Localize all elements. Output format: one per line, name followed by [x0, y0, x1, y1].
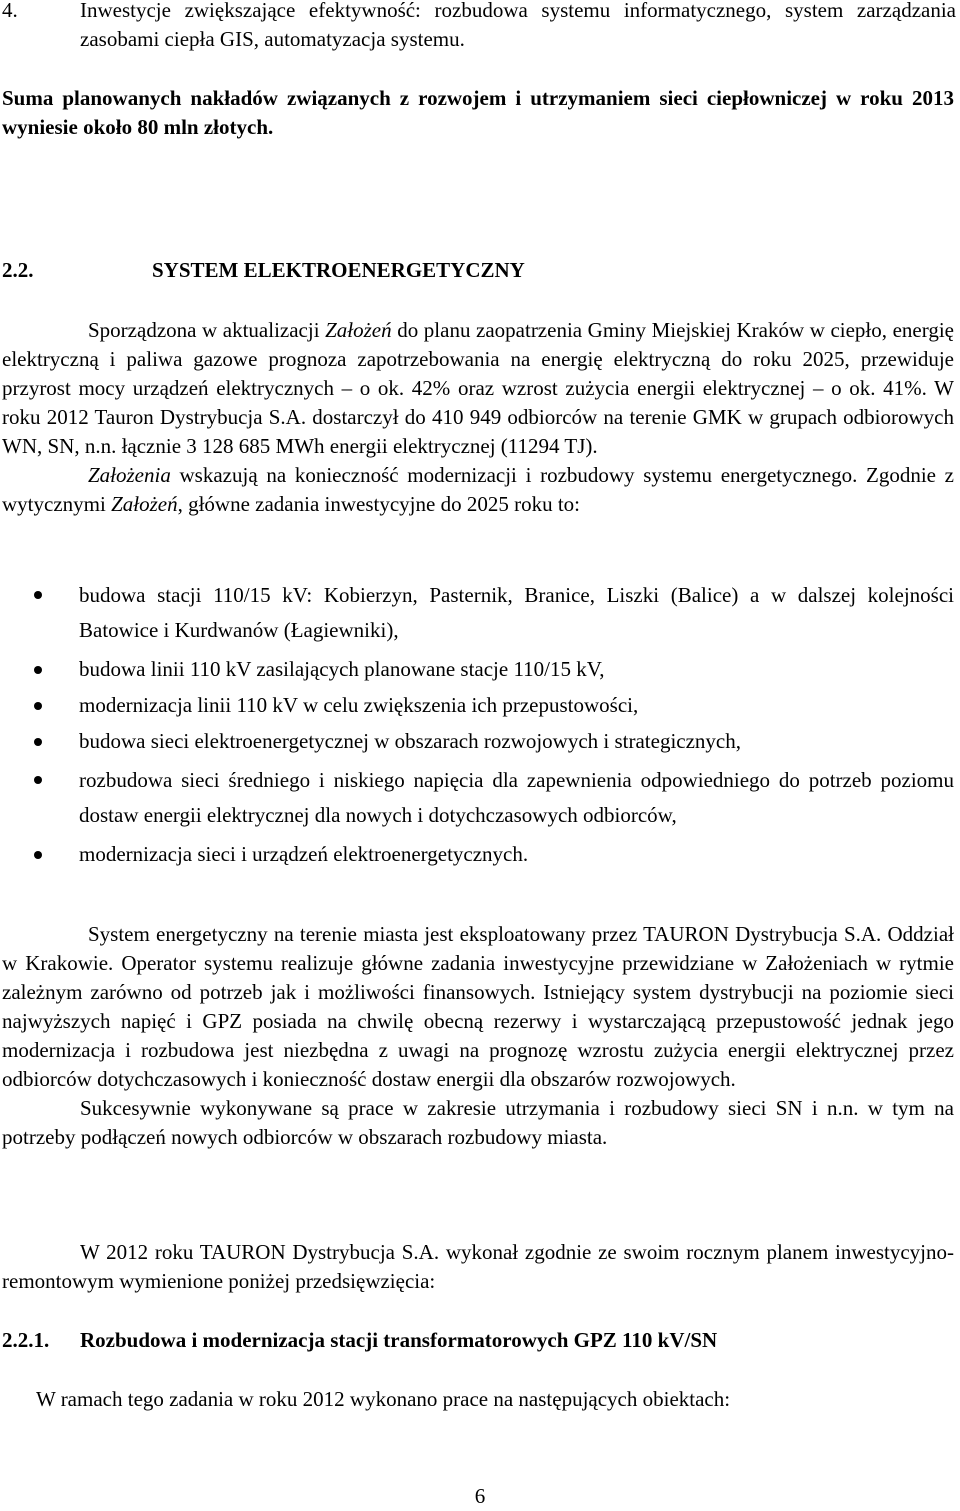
paragraph-operator — [2, 920, 954, 1152]
bullet-text: rozbudowa sieci średniego i niskiego napięcia dla zapewnienia odpowiedniego do potrzeb poziomu dostaw energii elektrycznej dla nowych i dotychczasowych odbiorców, — [79, 768, 954, 827]
bullet-text: budowa sieci elektroenergetycznej w obszarach rozwojowych i strategicznych, — [79, 729, 742, 753]
bullet-icon — [34, 591, 42, 599]
bullet-icon — [34, 738, 42, 746]
bullet-item — [2, 691, 954, 720]
bullet-item — [2, 840, 954, 869]
paragraph-forecast — [2, 316, 954, 519]
paragraph-plan — [2, 1238, 954, 1296]
paragraph-plan-text: W 2012 roku TAURON Dystrybucja S.A. wykonał zgodnie ze swoim rocznym planem inwestycyjno-remontowym wymienione poniżej przedsięwzięcia: — [2, 1240, 954, 1293]
bullet-icon — [34, 851, 42, 859]
section-number: 2.2. — [2, 258, 34, 282]
italic-term: Założeń — [325, 318, 392, 342]
paragraph-maintenance-text: Sukcesywnie wykonywane są prace w zakresie utrzymania i rozbudowy sieci SN i n.n. w tym na potrzeby podłączeń nowych odbiorców w obszarach rozbudowy miasta. — [2, 1096, 954, 1149]
bullet-list — [2, 578, 954, 876]
section-number: 2.2.1. — [2, 1328, 50, 1352]
text-run: do planu zaopatrzenia Gminy Miejskiej Kraków w ciepło, energię elektryczną i paliwa gazowe prognoza zapotrzebowania na energię elektryczną do roku 2025, przewiduje przyrost mocy urządzeń elektrycznych – o ok. 42% oraz wzrost zużycia energii elektrycznej – o ok. 41%. W roku 2012 Tauron Dystrybucja S.A. dostarczył do 410 949 odbiorców na terenie GMK w grupach odbiorowych WN, SN, n.n. łącznie 3 128 685 MWh energii elektrycznej (11294 TJ). — [2, 318, 954, 458]
section-title: Rozbudowa i modernizacja stacji transformatorowych GPZ 110 kV/SN — [80, 1328, 718, 1352]
bullet-text: budowa stacji 110/15 kV: Kobierzyn, Pasternik, Branice, Liszki (Balice) a w dalszej kolejności Batowice i Kurdwanów (Łagiewniki), — [79, 583, 954, 642]
bullet-icon — [34, 666, 42, 674]
bullet-icon — [34, 776, 42, 784]
text-run: Sporządzona w aktualizacji — [88, 318, 326, 342]
paragraph-forecast-text — [2, 316, 954, 461]
bullet-item — [2, 727, 954, 756]
bullet-text: modernizacja sieci i urządzeń elektroenergetycznych. — [79, 842, 529, 866]
investment-summary: Suma planowanych nakładów związanych z rozwojem i utrzymaniem sieci ciepłowniczej w roku 2013 wyniesie około 80 mln złotych. — [2, 86, 954, 139]
bullet-icon — [34, 702, 42, 710]
bullet-text: budowa linii 110 kV zasilających planowane stacje 110/15 kV, — [79, 657, 605, 681]
bullet-text: modernizacja linii 110 kV w celu zwiększenia ich przepustowości, — [79, 693, 639, 717]
list-item-4 — [0, 0, 960, 54]
page-number: 6 — [474, 1484, 486, 1508]
paragraph-assumptions-text — [2, 461, 954, 519]
paragraph-operator-text: System energetyczny na terenie miasta jest eksploatowany przez TAURON Dystrybucja S.A. Oddział w Krakowie. Operator systemu realizuje główne zadania inwestycyjne przewidziane w Założeniach w rytmie zależnym zarówno od potrzeb jak i możliwości finansowych. Istniejący system dystrybucji na poziomie sieci najwyższych napięć i GPZ posiada na chwilę obecną rezerwy i wystarczającą przepustowość jednak jego modernizacja i rozbudowa jest niezbędna z uwagi na prognozę wzrostu zużycia energii elektrycznej przez odbiorców dotychczasowych i konieczność dostaw energii dla obszarów rozwojowych. — [2, 922, 954, 1091]
bullet-item — [2, 763, 954, 833]
bullet-item — [2, 655, 954, 684]
text-run: , główne zadania inwestycyjne do 2025 roku to: — [177, 492, 580, 516]
bullet-item — [2, 578, 954, 648]
list-text: Inwestycje zwiększające efektywność: rozbudowa systemu informatycznego, system zarządzania zasobami ciepła GIS, automatyzacja systemu. — [80, 0, 956, 51]
text-run: wskazują na konieczność modernizacji i rozbudowy systemu energetycznego. Zgodnie z wytycznymi — [2, 463, 954, 516]
section-intro: W ramach tego zadania w roku 2012 wykonano prace na następujących obiektach: — [36, 1387, 731, 1411]
italic-term: Założeń — [111, 492, 178, 516]
list-number: 4. — [2, 0, 18, 22]
italic-term: Założenia — [88, 463, 171, 487]
section-title: SYSTEM ELEKTROENERGETYCZNY — [152, 258, 525, 282]
